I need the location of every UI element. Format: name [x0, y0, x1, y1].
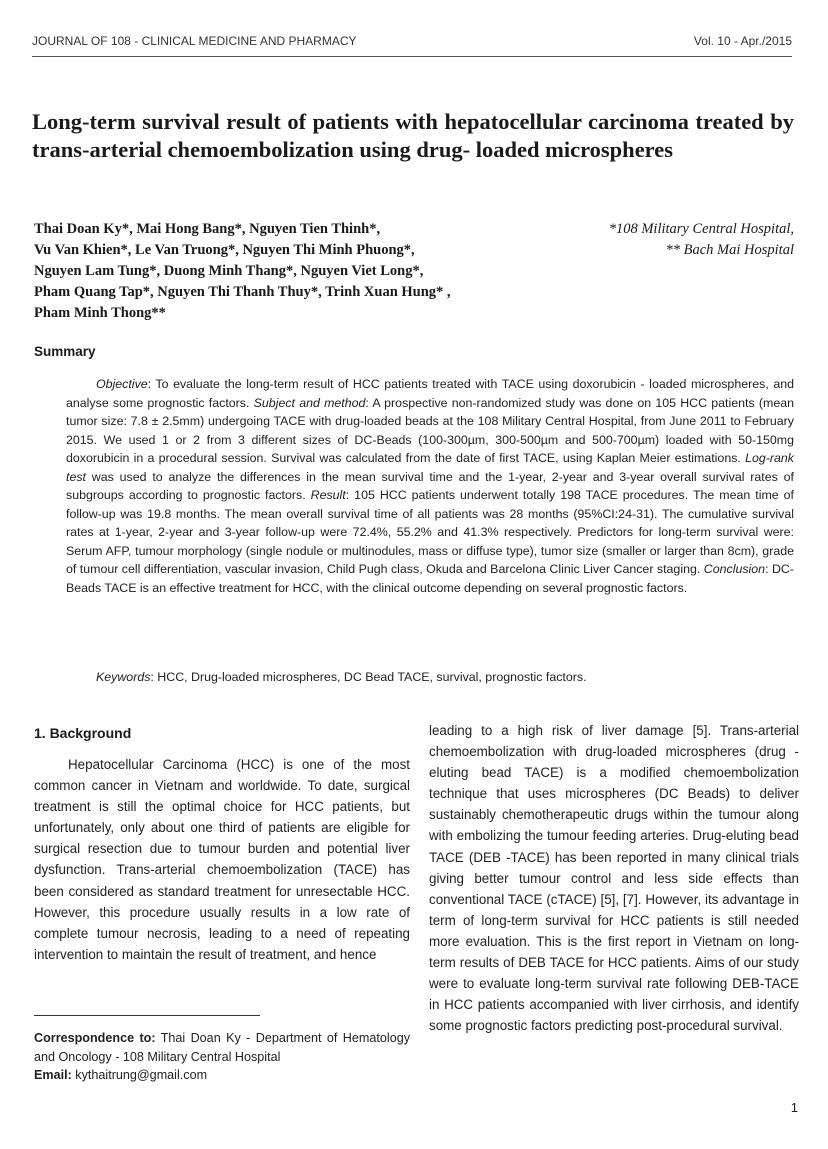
abstract-text	[66, 375, 794, 597]
journal-name: JOURNAL OF 108 - CLINICAL MEDICINE AND PHARMACY	[32, 34, 357, 48]
affiliation-line: ** Bach Mai Hospital	[665, 242, 794, 258]
issue-info: Vol. 10 - Apr./2015	[693, 34, 792, 48]
email-label: Email:	[34, 1068, 72, 1082]
author-line: Vu Van Khien*, Le Van Truong*, Nguyen Thi Minh Phuong*,	[34, 242, 415, 258]
body-text-left: Hepatocellular Carcinoma (HCC) is one of the most common cancer in Vietnam and worldwide. To date, surgical treatment is still the optimal choice for HCC patients, but unfortunately, only about one third of patients are eligible for surgical resection due to tumour burden and potential liver dysfunction. Trans-arterial chemoembolization (TACE) has been considered as standard treatment for unresectable HCC. However, this procedure usually results in a low rate of complete tumour necrosis, leading to a need of repeating intervention to maintain the result of treatment, and hence	[34, 757, 410, 962]
method-text: : A prospective non-randomized study was done on 105 HCC patients (mean tumor size: 7.8 ± 2.5mm) undergoing TACE with drug-loaded beads at the 108 Military Central Hospital, from June 2011 to February 2015. We used 1 or 2 from 3 different sizes of DC-Beads (100-300µm, 300-500µm and 500-700µm) loaded with 50-150mg doxorubicin in a procedural session. Survival was calculated from the date of first TACE, using Kaplan Meier estimations.	[66, 395, 794, 465]
result-label: Result	[310, 488, 346, 502]
objective-text: : To evaluate the long-term result of HCC patients treated with TACE using doxorubicin - loaded microspheres, and analyse some prognostic factors.	[66, 377, 794, 410]
affiliation-line: *108 Military Central Hospital,	[608, 221, 794, 237]
author-line: Thai Doan Ky*, Mai Hong Bang*, Nguyen Tien Thinh*,	[34, 221, 381, 237]
correspondence-text: Thai Doan Ky - Department of Hematology and Oncology - 108 Military Central Hospital	[34, 1031, 411, 1064]
footnote-divider	[34, 1015, 260, 1016]
paper-title: Long-term survival result of patients with hepatocellular carcinoma treated by trans-arterial chemoembolization using drug- loaded microspheres	[32, 109, 794, 162]
author-line: Pham Minh Thong**	[34, 305, 166, 321]
left-column	[34, 725, 410, 965]
body-paragraph: leading to a high risk of liver damage [5]. Trans-arterial chemoembolization with drug-loaded microspheres (drug - eluting bead TACE) is a modified chemoembolization technique that uses microspheres (DC Beads) to deliver sustainably chemotherapeutic drugs within the tumour along with embolizing the tumour feeding arteries. Drug-eluting bead TACE (DEB -TACE) has been reported in many clinical trials giving better tumour control and less side effects than conventional TACE (cTACE) [5], [7]. However, its advantage in term of long-term survival for HCC patients is still needed more evaluation. This is the first report in Vietnam on long-term results of DEB TACE for HCC patients. Aims of our study were to evaluate long-term survival rate following DEB-TACE in HCC patients accompanied with liver cirrhosis, and identify some prognostic factors predicting post-procedural survival.	[429, 723, 799, 1034]
summary-heading: Summary	[34, 344, 96, 359]
author-list	[34, 219, 534, 324]
author-line: Pham Quang Tap*, Nguyen Thi Thanh Thuy*, Trinh Xuan Hung* ,	[34, 284, 451, 300]
header-divider	[32, 56, 792, 57]
conclusion-label: Conclusion	[703, 562, 766, 576]
keywords-label: Keywords	[96, 670, 151, 684]
body-paragraph	[34, 754, 410, 965]
correspondence-label: Correspondence to:	[34, 1031, 156, 1045]
affiliations	[534, 219, 794, 261]
right-column	[429, 720, 799, 1036]
email-address: kythaitrung@gmail.com	[71, 1068, 208, 1082]
correspondence-footnote	[34, 1029, 410, 1085]
logrank-label: Log-rank test	[66, 451, 794, 484]
page-number: 1	[790, 1100, 798, 1115]
conclusion-text: : DC-Beads TACE is an effective treatment for HCC, with the clinical outcome depending on several prognostic factors.	[66, 562, 794, 595]
author-line: Nguyen Lam Tung*, Duong Minh Thang*, Nguyen Viet Long*,	[34, 263, 424, 279]
method-label: Subject and method	[253, 395, 366, 410]
objective-label: Objective	[96, 377, 148, 391]
logrank-text: was used to analyze the differences in the mean survival time and the 1-year, 2-year and 3-year overall survival rates of subgroups according to prognostic factors.	[66, 469, 794, 502]
section-heading: 1. Background	[34, 725, 132, 741]
result-text: : 105 HCC patients underwent totally 198 TACE procedures. The mean time of follow-up was 19.8 months. The mean overall survival time of all patients was 28 months (95%CI:24-31). The cumulative survival rates at 1-year, 2-year and 3-year follow-up were 72.4%, 55.2% and 41.3% respectively. Predictors for long-term survival were: Serum AFP, tumour morphology (single nodule or multinodules, mass or diffuse type), tumor size (smaller or larger than 8cm), grade of tumour cell differentiation, vascular invasion, Child Pugh class, Okuda and Barcelona Clinic Liver Cancer staging.	[66, 488, 794, 576]
keywords-text: : HCC, Drug-loaded microspheres, DC Bead TACE, survival, prognostic factors.	[150, 670, 587, 684]
keywords	[66, 668, 794, 687]
